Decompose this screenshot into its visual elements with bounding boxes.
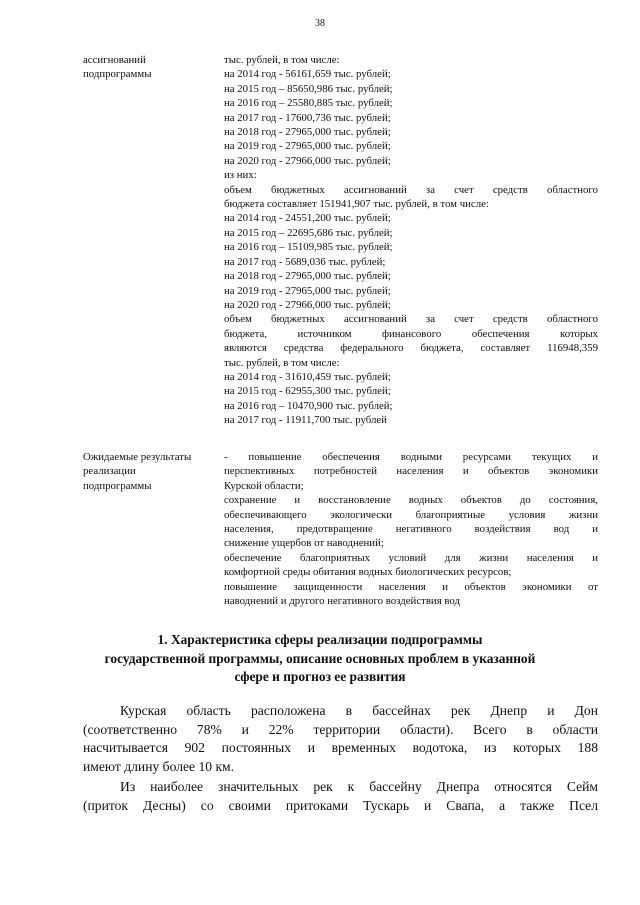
content-line: на 2015 год – 22695,686 тыс. рублей; xyxy=(224,226,393,239)
content-line: на 2018 год - 27965,000 тыс. рублей; xyxy=(224,126,391,139)
content-line: наводнений и другого негативного воздействия вод xyxy=(224,595,460,608)
content-line: из них: xyxy=(224,169,257,182)
content-line: сохранение и восстановление водных объектов до состояния, xyxy=(224,494,598,507)
label-line: реализации xyxy=(83,465,136,478)
paragraph-2 xyxy=(83,778,598,815)
content-line: на 2016 год – 25580,885 тыс. рублей; xyxy=(224,97,393,110)
paragraph-line: насчитывается 902 постоянных и временных водотока, из которых 188 xyxy=(83,740,598,756)
content-line: на 2019 год - 27965,000 тыс. рублей; xyxy=(224,140,391,153)
paragraph-line: Курская область расположена в бассейнах рек Днепр и Дон xyxy=(120,703,598,718)
paragraph-line: (соответственно 78% и 22% территории области). Всего в области xyxy=(83,721,598,737)
content-line: обеспечение благоприятных условий для жизни населения и xyxy=(224,551,598,564)
content-line: населения, предотвращение негативного воздействия вод и xyxy=(224,523,598,536)
content-line: тыс. рублей, в том числе: xyxy=(224,356,340,369)
content-line: бюджета, источником финансового обеспечения которых xyxy=(224,327,598,340)
row-content-financing xyxy=(224,53,598,428)
paragraph-1 xyxy=(83,702,598,776)
content-line: являются средства федерального бюджета, составляет 116948,359 xyxy=(224,342,598,355)
content-line: на 2016 год – 10470,900 тыс. рублей; xyxy=(224,399,393,412)
row-label-expected-results xyxy=(83,450,218,493)
content-line: - повышение обеспечения водными ресурсами текущих и xyxy=(224,451,598,463)
content-line: на 2017 год - 17600,736 тыс. рублей; xyxy=(224,111,391,124)
row-label-financing xyxy=(83,53,218,82)
content-line: объем бюджетных ассигнований за счет средств областного xyxy=(224,183,598,196)
heading-line: сфере и прогноз ее развития xyxy=(234,669,406,684)
heading-line: государственной программы, описание основных проблем в указанной xyxy=(104,650,536,666)
content-line: на 2015 год - 62955,300 тыс. рублей; xyxy=(224,385,391,398)
content-line: на 2020 год - 27966,000 тыс. рублей; xyxy=(224,154,391,167)
content-line: повышение защищенности населения и объектов экономики от xyxy=(224,580,598,593)
label-line: ассигнований xyxy=(83,54,146,66)
content-line: бюджета составляет 151941,907 тыс. рублей, в том числе: xyxy=(224,198,489,211)
content-line: снижение ущербов от наводнений; xyxy=(224,537,384,550)
row-content-expected-results xyxy=(224,450,598,608)
content-line: на 2017 год - 11911,700 тыс. рублей xyxy=(224,414,387,427)
content-line: комфортной среды обитания водных биологических ресурсов; xyxy=(224,566,512,579)
label-line: Ожидаемые результаты xyxy=(83,451,192,463)
content-line: на 2017 год - 5689,036 тыс. рублей; xyxy=(224,255,386,268)
paragraph-line: имеют длину более 10 км. xyxy=(83,758,235,774)
content-line: тыс. рублей, в том числе: xyxy=(224,54,340,66)
content-line: Курской области; xyxy=(224,479,304,492)
content-line: объем бюджетных ассигнований за счет средств областного xyxy=(224,313,598,326)
page-number: 38 xyxy=(315,18,325,29)
section-heading xyxy=(40,631,600,687)
content-line: на 2014 год - 24551,200 тыс. рублей; xyxy=(224,212,391,225)
label-line: подпрограммы xyxy=(83,68,152,81)
content-line: на 2016 год – 15109,985 тыс. рублей; xyxy=(224,241,393,254)
content-line: на 2015 год – 85650,986 тыс. рублей; xyxy=(224,82,393,95)
content-line: на 2014 год - 56161,659 тыс. рублей; xyxy=(224,68,391,81)
content-line: обеспечивающего экологически благоприятные условия жизни xyxy=(224,508,598,521)
content-line: на 2019 год - 27965,000 тыс. рублей; xyxy=(224,284,391,297)
paragraph-line: Из наиболее значительных рек к бассейну Днепра относятся Сейм xyxy=(120,779,598,794)
content-line: на 2020 год - 27966,000 тыс. рублей; xyxy=(224,298,391,311)
content-line: на 2018 год - 27965,000 тыс. рублей; xyxy=(224,270,391,283)
content-line: на 2014 год - 31610,459 тыс. рублей; xyxy=(224,370,391,383)
heading-line: 1. Характеристика сферы реализации подпрограммы xyxy=(157,632,483,647)
paragraph-line: (приток Десны) со своими притоками Тускарь и Свапа, а также Псел xyxy=(83,797,598,813)
content-line: перспективных потребностей населения и объектов экономики xyxy=(224,465,598,478)
label-line: подпрограммы xyxy=(83,479,152,492)
